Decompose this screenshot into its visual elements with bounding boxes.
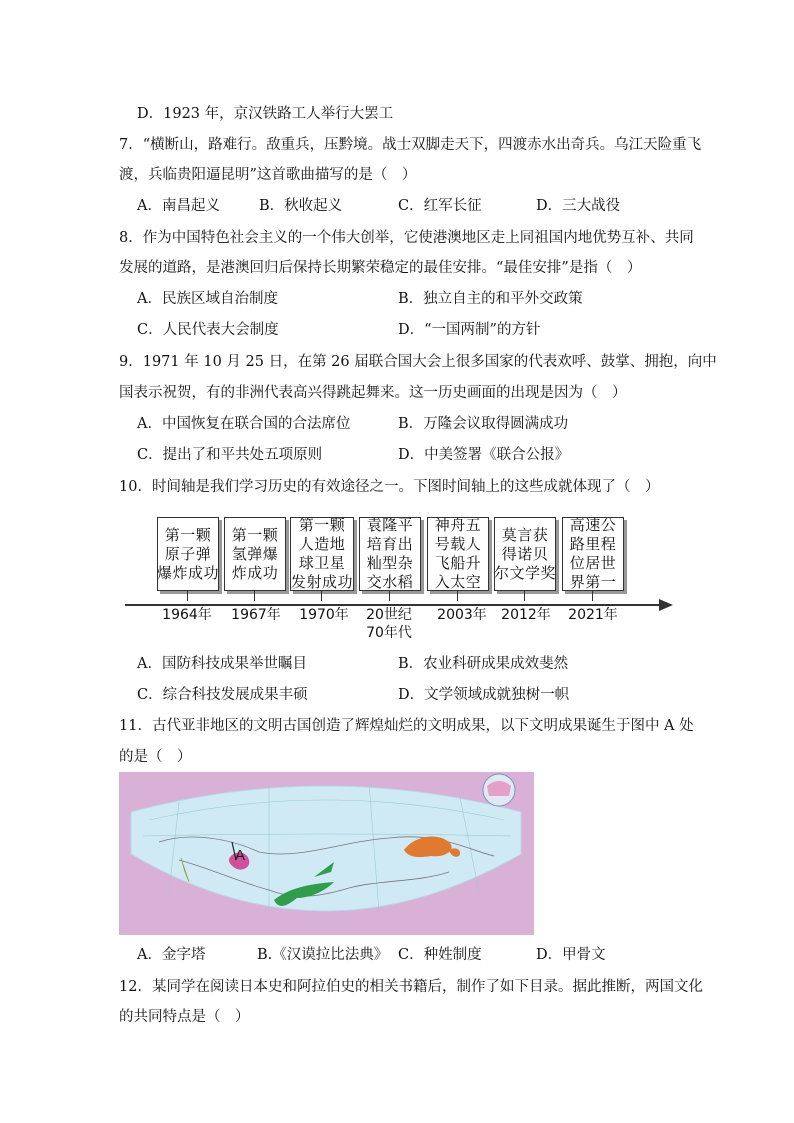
q8-stem-line-1: 8．作为中国特色社会主义的一个伟大创举，它使港澳地区走上同祖国内地优势互补、共同 (119, 230, 694, 246)
timeline-event-label: 第一颗 原子弹 爆炸成功 (157, 525, 220, 582)
timeline-event-label: 第一颗 人造地 球卫星 发射成功 (291, 516, 354, 591)
timeline-event-label: 高速公 路里程 位居世 界第一 (569, 516, 617, 591)
timeline-year: 1970年 (299, 607, 349, 623)
q8-stem-line-2: 发展的道路，是港澳回归后保持长期繁荣稳定的最佳安排。“最佳安排”是指（ ） (119, 260, 642, 276)
q10-option-a: A．国防科技成果举世瞩目 (137, 656, 307, 672)
q7-stem-line-2: 渡，兵临贵阳逼昆明”这首歌曲描写的是（ ） (119, 167, 417, 183)
q10-option-b: B．农业科研成果成效斐然 (398, 656, 569, 672)
timeline-event-3 (290, 517, 354, 591)
q10-option-c: C．综合科技发展成果丰硕 (137, 687, 308, 703)
q7-option-c: C．红军长征 (398, 198, 482, 214)
q11-option-d: D．甲骨文 (536, 947, 606, 963)
timeline-event-label: 袁隆平 培育出 籼型杂 交水稻 (366, 516, 414, 591)
timeline-event-label: 莫言获 得诺贝 尔文学奖 (494, 525, 557, 582)
q7-option-a: A．南昌起义 (137, 198, 220, 214)
q9-option-d: D．中美签署《联合公报》 (398, 447, 570, 463)
timeline-year: 20世纪 70年代 (366, 607, 412, 641)
q12-stem-line-2: 的共同特点是（ ） (119, 1009, 250, 1025)
timeline-year: 1967年 (231, 607, 281, 623)
q7-stem-line-1: 7．“横断山，路难行。敌重兵，压黔境。战士双脚走天下，四渡赤水出奇兵。乌江天险重飞 (119, 137, 702, 153)
q8-option-c: C．人民代表大会制度 (137, 322, 279, 338)
q9-option-c: C．提出了和平共处五项原则 (137, 447, 323, 463)
q11-option-a: A．金字塔 (137, 947, 206, 963)
timeline-year: 2021年 (568, 607, 618, 623)
q9-option-b: B．万隆会议取得圆满成功 (398, 416, 569, 432)
ancient-civilizations-map (119, 772, 534, 935)
timeline-event-5 (427, 517, 489, 591)
timeline-event-1 (157, 517, 219, 591)
q11-option-b: B.《汉谟拉比法典》 (257, 947, 389, 963)
timeline-event-4 (359, 517, 421, 591)
timeline-year: 1964年 (162, 607, 212, 623)
q10-option-d: D．文学领域成就独树一帜 (398, 687, 570, 703)
q11-option-c: C．种姓制度 (398, 947, 482, 963)
q8-option-d: D．“一国两制”的方针 (398, 322, 541, 338)
q12-stem-line-1: 12．某同学在阅读日本史和阿拉伯史的相关书籍后，制作了如下目录。据此推断，两国文化 (119, 979, 703, 995)
q11-stem-line-1: 11．古代亚非地区的文明古国创造了辉煌灿烂的文明成果，以下文明成果诞生于图中 A 处 (119, 718, 694, 734)
timeline-event-7 (562, 517, 624, 591)
q11-stem-line-2: 的是（ ） (119, 749, 192, 765)
timeline-event-6 (494, 517, 556, 591)
timeline-event-label: 神舟五 号载人 飞船升 入太空 (434, 516, 482, 591)
q8-option-b: B．独立自主的和平外交政策 (398, 291, 583, 307)
timeline-year: 2003年 (437, 607, 487, 623)
q9-stem-line-1: 9．1971 年 10 月 25 日，在第 26 届联合国大会上很多国家的代表欢呼、鼓掌、拥抱，向中 (119, 354, 717, 370)
q7-option-b: B．秋收起义 (259, 198, 343, 214)
q9-option-a: A．中国恢复在联合国的合法席位 (137, 416, 351, 432)
q6-option-d: D．1923 年，京汉铁路工人举行大罢工 (137, 106, 394, 122)
q7-option-d: D．三大战役 (536, 198, 621, 214)
map-marker-a: A (235, 847, 246, 864)
timeline-event-label: 第一颗 氢弹爆 炸成功 (231, 525, 279, 582)
map-graphic (119, 772, 534, 935)
timeline-year: 2012年 (501, 607, 551, 623)
q8-option-a: A．民族区域自治制度 (137, 291, 278, 307)
q10-stem: 10．时间轴是我们学习历史的有效途径之一。下图时间轴上的这些成就体现了（ ） (119, 479, 660, 495)
q9-stem-line-2: 国表示祝贺，有的非洲代表高兴得跳起舞来。这一历史画面的出现是因为（ ） (119, 385, 627, 401)
timeline-event-2 (224, 517, 286, 591)
